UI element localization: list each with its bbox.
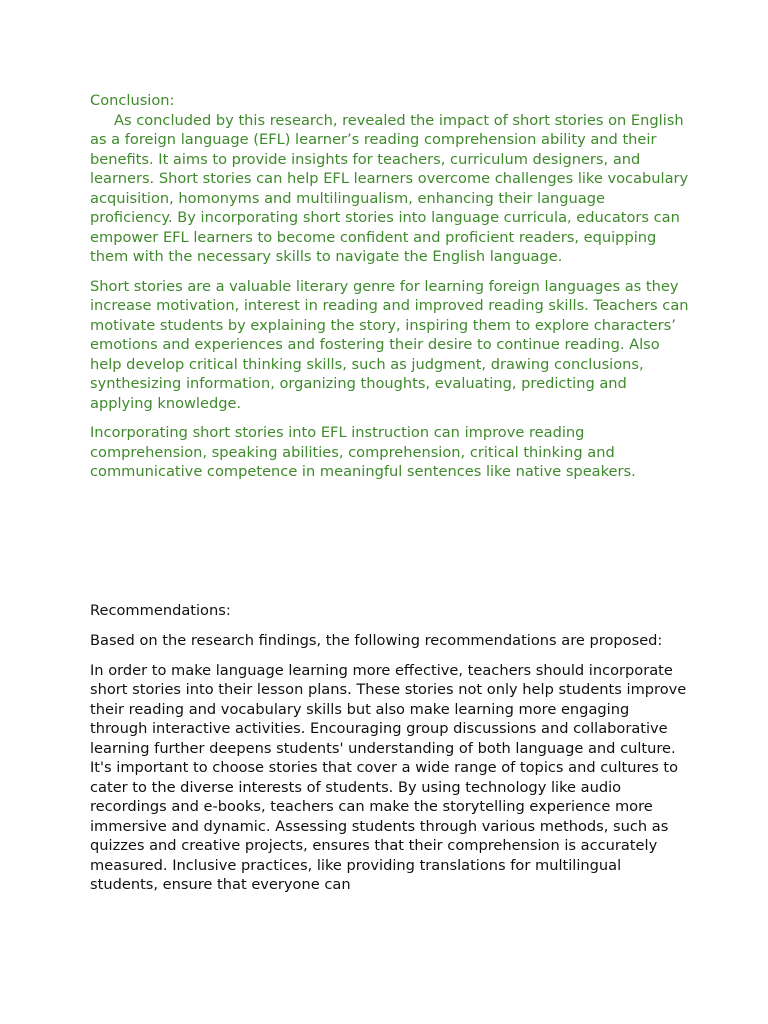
recommendations-heading: Recommendations: [90, 602, 231, 619]
recommendations-body [90, 631, 690, 895]
recommendations-paragraph-1: Based on the research findings, the following recommendations are proposed: [90, 632, 663, 649]
conclusion-paragraph-3: Incorporating short stories into EFL instruction can improve reading comprehension, speaking abilities, comprehension, critical thinking and communicative competence in meaningful sentences like native speakers. [90, 424, 636, 480]
conclusion-heading: Conclusion: [90, 92, 175, 109]
conclusion-paragraph-2: Short stories are a valuable literary genre for learning foreign languages as they increase motivation, interest in reading and improved reading skills. Teachers can motivate students by explaining the story, inspiring them to explore characters’ emotions and experiences and fostering their desire to continue reading. Also help develop critical thinking skills, such as judgment, drawing conclusions, synthesizing information, organizing thoughts, evaluating, predicting and applying knowledge. [90, 277, 689, 412]
document-page [90, 91, 690, 893]
conclusion-section [90, 91, 690, 482]
recommendations-paragraph-2: In order to make language learning more effective, teachers should incorporate short stories into their lesson plans. These stories not only help students improve their reading and vocabulary skills but also make learning more engaging through interactive activities. Encouraging group discussions and collaborative learning further deepens students' understanding of both language and culture. It's important to choose stories that cover a wide range of topics and cultures to cater to the diverse interests of students. By using technology like audio recordings and e-books, teachers can make the storytelling experience more immersive and dynamic. Assessing students through various methods, such as quizzes and creative projects, ensures that their comprehension is accurately measured. Inclusive practices, like providing translations for multilingual students, ensure that everyone can [90, 661, 687, 893]
conclusion-paragraph-1: As concluded by this research, revealed the impact of short stories on English as a foreign language (EFL) learner’s reading comprehension ability and their benefits. It aims to provide insights for teachers, curriculum designers, and learners. Short stories can help EFL learners overcome challenges like vocabulary acquisition, homonyms and multilingualism, enhancing their language proficiency. By incorporating short stories into language curricula, educators can empower EFL learners to become confident and proficient readers, equipping them with the necessary skills to navigate the English language. [90, 111, 689, 265]
